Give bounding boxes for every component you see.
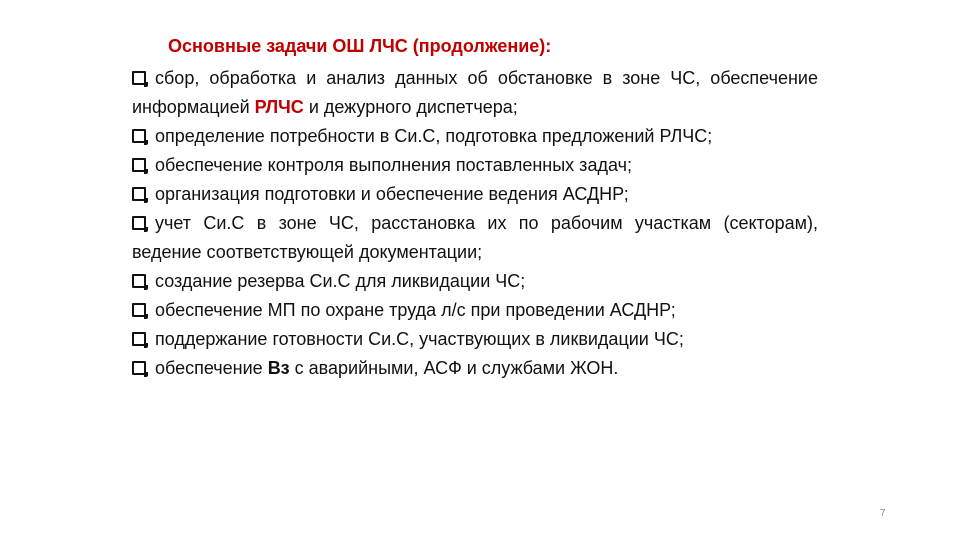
item-text: создание резерва Си.С для ликвидации ЧС;	[155, 271, 526, 291]
square-bullet-icon	[132, 187, 146, 201]
list-item	[132, 325, 818, 354]
item-bold-vz: Вз	[267, 358, 290, 378]
task-list	[132, 64, 818, 383]
slide-title: Основные задачи ОШ ЛЧС (продолжение):	[168, 36, 552, 56]
list-item	[132, 122, 818, 151]
square-bullet-icon	[132, 361, 146, 375]
item-text-after: и дежурного диспетчера;	[303, 97, 518, 117]
square-bullet-icon	[132, 158, 146, 172]
square-bullet-icon	[132, 274, 146, 288]
list-item	[132, 180, 818, 209]
square-bullet-icon	[132, 71, 146, 85]
item-highlight-rlchs: РЛЧС	[254, 97, 304, 117]
square-bullet-icon	[132, 129, 146, 143]
page-number: 7	[880, 508, 886, 519]
item-text: обеспечение	[155, 358, 268, 378]
list-item	[132, 267, 818, 296]
list-item	[132, 151, 818, 180]
list-item	[132, 354, 818, 383]
item-text: обеспечение контроля выполнения поставленных задач;	[155, 155, 632, 175]
item-text-after: с аварийными, АСФ и службами ЖОН.	[289, 358, 619, 378]
item-text: определение потребности в Си.С, подготовка предложений РЛЧС;	[155, 126, 713, 146]
item-text: учет Си.С в зоне ЧС, расстановка их по рабочим участкам (секторам), ведение соответствующей документации;	[132, 213, 818, 262]
item-text: сбор, обработка и анализ данных об обстановке в зоне ЧС, обеспечение информацией	[132, 68, 818, 117]
item-text: организация подготовки и обеспечение ведения АСДНР;	[155, 184, 629, 204]
list-item	[132, 296, 818, 325]
square-bullet-icon	[132, 216, 146, 230]
list-item	[132, 209, 818, 267]
item-text: поддержание готовности Си.С, участвующих в ликвидации ЧС;	[155, 329, 684, 349]
list-item	[132, 64, 818, 122]
item-text: обеспечение МП по охране труда л/с при проведении АСДНР;	[155, 300, 676, 320]
square-bullet-icon	[132, 303, 146, 317]
square-bullet-icon	[132, 332, 146, 346]
